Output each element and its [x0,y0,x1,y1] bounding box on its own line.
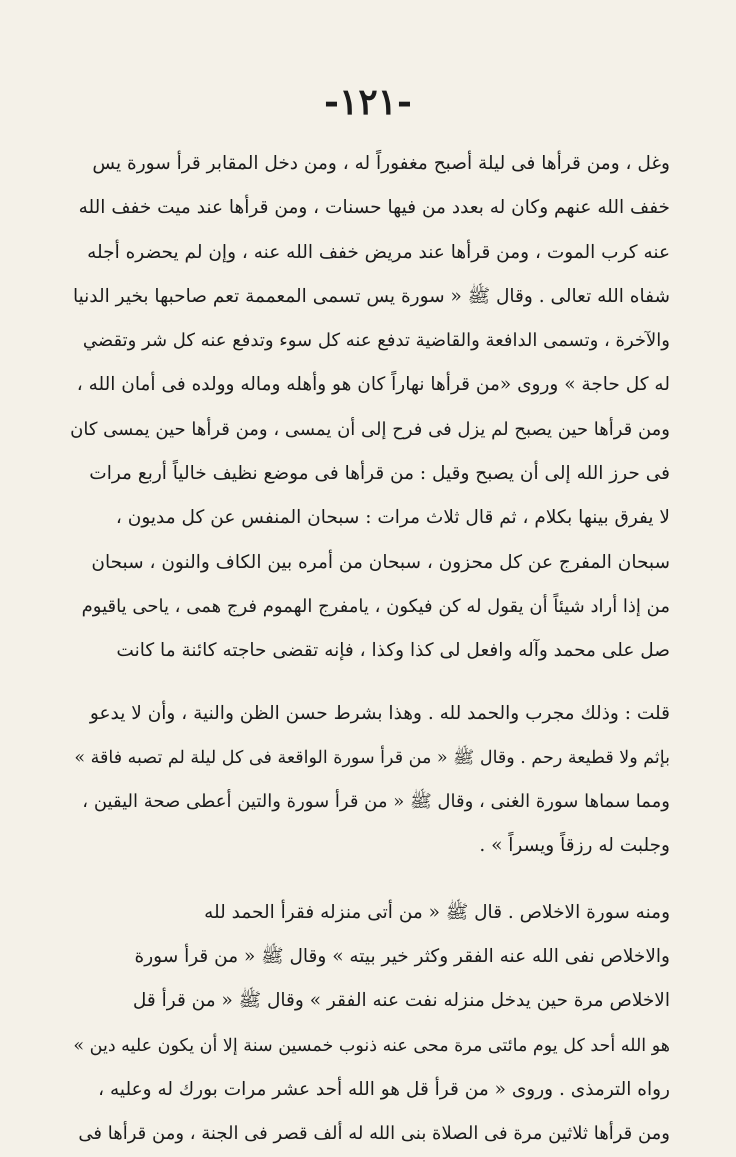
text-line: شفاه الله تعالى . وقال ﷺ « سورة يس تسمى المعممة تعم صاحبها بخير الدنيا [72,285,670,307]
text-line: وغل ، ومن قرأها فى ليلة أصبح مغفوراً له ، ومن دخل المقابر قرأ سورة يس [92,153,670,174]
text-line: قلت : وذلك مجرب والحمد لله . وهذا بشرط حسن الظن والنية ، وأن لا يدعو [89,702,670,724]
text-line: صل على محمد وآله وافعل لى كذا وكذا ، فإنه تقضى حاجته كائنة ما كانت [116,640,670,662]
text-line: سبحان المفرج عن كل محزون ، سبحان من أمره بين الكاف والنون ، سبحان [91,551,670,573]
text-line: ومنه سورة الاخلاص . قال ﷺ « من أتى منزله فقرأ الحمد لله [204,901,670,923]
body-text [70,142,670,1157]
text-line: له كل حاجة » وروى «من قرأها نهاراً كان هو وأهله وماله وولده فى أمان الله ، [76,374,670,396]
text-line: الاخلاص مرة حين يدخل منزله نفت عنه الفقر » وقال ﷺ « من قرأ قل [132,990,670,1012]
text-line: ومما سماها سورة الغنى ، وقال ﷺ « من قرأ سورة والتين أعطى صحة اليقين ، [82,791,670,813]
paragraph [70,891,670,1157]
text-line: ومن قرأها حين يصبح لم يزل فى فرح إلى أن يمسى ، ومن قرأها حين يمسى كان [70,418,670,440]
text-line: عنه كرب الموت ، ومن قرأها عند مريض خفف الله عنه ، وإن لم يحضره أجله [87,241,670,263]
text-line: هو الله أحد كل يوم مائتى مرة محى عنه ذنوب خمسين سنة إلا أن يكون عليه دين » [73,1035,670,1056]
text-line: والآخرة ، وتسمى الدافعة والقاضية تدفع عنه كل سوء وتدفع عنه كل شر وتقضي [82,330,670,352]
paragraph [70,692,670,869]
text-line: خفف الله عنهم وكان له بعدد من فيها حسنات ، ومن قرأها عند ميت خفف الله [78,197,670,219]
text-line: ومن قرأها ثلاثين مرة فى الصلاة بنى الله له ألف قصر فى الجنة ، ومن قرأها فى [78,1123,670,1145]
text-line: بإثم ولا قطيعة رحم . وقال ﷺ « من قرأ سورة الواقعة فى كل ليلة لم تصبه فاقة » [74,747,670,768]
paragraph [70,142,670,674]
text-line: وجلبت له رزقاً ويسراً » . [479,835,670,857]
page-number: -١٢١- [324,81,412,123]
text-line: فى حرز الله إلى أن يصبح وقيل : من قرأها فى موضع نظيف خالياً أربع مرات [89,463,670,485]
text-line: من إذا أراد شيئاً أن يقول له كن فيكون ، يامفرج الهموم فرج همى ، ياحى ياقيوم [81,595,670,617]
text-line: لا يفرق بينها بكلام ، ثم قال ثلاث مرات : سبحان المنفس عن كل مديون ، [115,507,670,529]
text-line: رواه الترمذى . وروى « من قرأ قل هو الله أحد عشر مرات بورك له وعليه ، [98,1078,670,1100]
text-line: والاخلاص نفى الله عنه الفقر وكثر خير بيته » وقال ﷺ « من قرأ سورة [134,946,670,968]
